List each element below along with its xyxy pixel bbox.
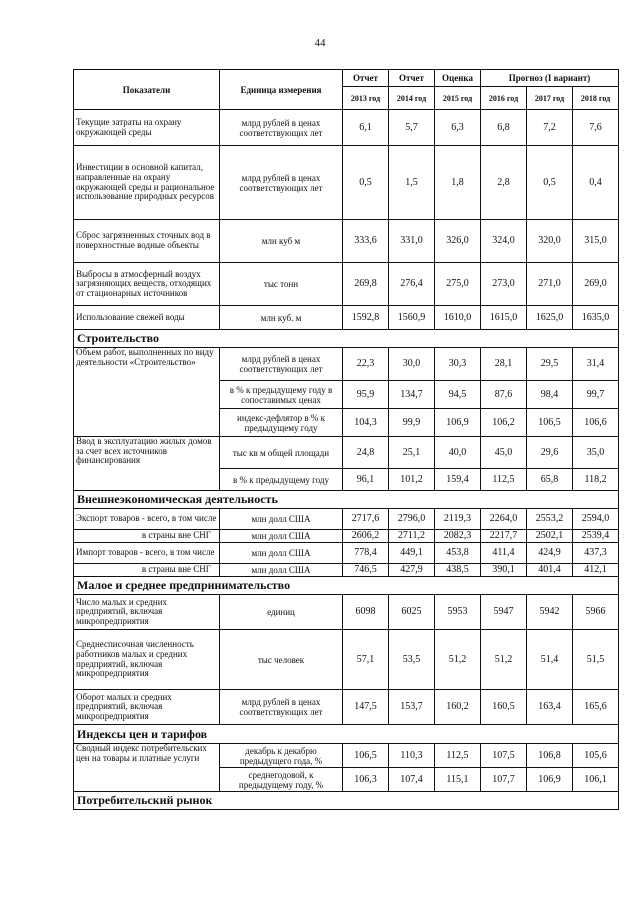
value-cell: 106,5 bbox=[343, 744, 389, 768]
value-cell: 5947 bbox=[481, 595, 527, 630]
forecast-table bbox=[73, 69, 619, 810]
value-cell: 28,1 bbox=[481, 348, 527, 381]
value-cell: 98,4 bbox=[527, 381, 573, 409]
value-cell: 2539,4 bbox=[573, 530, 619, 543]
indicator-cell: Выбросы в атмосферный воздух загрязняющих веществ, отходящих от стационарных источников bbox=[74, 263, 220, 306]
value-cell: 1610,0 bbox=[435, 306, 481, 330]
value-cell: 106,9 bbox=[435, 409, 481, 437]
value-cell: 7,2 bbox=[527, 110, 573, 146]
header-indicators: Показатели bbox=[74, 70, 220, 110]
unit-cell: тыс человек bbox=[220, 630, 343, 690]
value-cell: 424,9 bbox=[527, 543, 573, 564]
table-row bbox=[74, 509, 619, 530]
table-row bbox=[74, 220, 619, 263]
value-cell: 437,3 bbox=[573, 543, 619, 564]
value-cell: 412,1 bbox=[573, 564, 619, 577]
indicator-cell: Сброс загрязненных сточных вод в поверхностные водные объекты bbox=[74, 220, 220, 263]
value-cell: 160,5 bbox=[481, 690, 527, 725]
value-cell: 106,9 bbox=[527, 768, 573, 792]
table-row bbox=[74, 530, 619, 543]
value-cell: 746,5 bbox=[343, 564, 389, 577]
value-cell: 30,3 bbox=[435, 348, 481, 381]
table-row bbox=[74, 690, 619, 725]
value-cell: 30,0 bbox=[389, 348, 435, 381]
value-cell: 6098 bbox=[343, 595, 389, 630]
value-cell: 1615,0 bbox=[481, 306, 527, 330]
value-cell: 107,5 bbox=[481, 744, 527, 768]
value-cell: 29,5 bbox=[527, 348, 573, 381]
value-cell: 45,0 bbox=[481, 437, 527, 469]
value-cell: 51,4 bbox=[527, 630, 573, 690]
value-cell: 40,0 bbox=[435, 437, 481, 469]
value-cell: 2217,7 bbox=[481, 530, 527, 543]
value-cell: 6025 bbox=[389, 595, 435, 630]
unit-cell: в % к предыдущему году в сопоставимых ценах bbox=[220, 381, 343, 409]
value-cell: 1,8 bbox=[435, 146, 481, 220]
unit-cell: в % к предыдущему году bbox=[220, 469, 343, 491]
value-cell: 147,5 bbox=[343, 690, 389, 725]
value-cell: 449,1 bbox=[389, 543, 435, 564]
value-cell: 112,5 bbox=[435, 744, 481, 768]
value-cell: 324,0 bbox=[481, 220, 527, 263]
value-cell: 1635,0 bbox=[573, 306, 619, 330]
value-cell: 5942 bbox=[527, 595, 573, 630]
value-cell: 2502,1 bbox=[527, 530, 573, 543]
indicator-cell: Ввод в эксплуатацию жилых домов за счет всех источников финансирования bbox=[74, 437, 220, 491]
value-cell: 1,5 bbox=[389, 146, 435, 220]
indicator-cell: Среднесписочная численность работников малых и средних предприятий, включая микропредприятия bbox=[74, 630, 220, 690]
unit-cell: декабрь к декабрю предыдущего года, % bbox=[220, 744, 343, 768]
value-cell: 6,1 bbox=[343, 110, 389, 146]
value-cell: 95,9 bbox=[343, 381, 389, 409]
header-year: 2018 год bbox=[573, 87, 619, 110]
unit-cell: млн долл США bbox=[220, 543, 343, 564]
value-cell: 390,1 bbox=[481, 564, 527, 577]
indicator-cell: Объем работ, выполненных по виду деятельности «Строительство» bbox=[74, 348, 220, 437]
header-year: 2014 год bbox=[389, 87, 435, 110]
value-cell: 107,4 bbox=[389, 768, 435, 792]
table-row bbox=[74, 110, 619, 146]
value-cell: 106,3 bbox=[343, 768, 389, 792]
value-cell: 2082,3 bbox=[435, 530, 481, 543]
unit-cell: млрд рублей в ценах соответствующих лет bbox=[220, 690, 343, 725]
header-year: 2015 год bbox=[435, 87, 481, 110]
indicator-cell: Сводный индекс потребительских цен на товары и платные услуги bbox=[74, 744, 220, 792]
value-cell: 2594,0 bbox=[573, 509, 619, 530]
value-cell: 315,0 bbox=[573, 220, 619, 263]
value-cell: 320,0 bbox=[527, 220, 573, 263]
indicator-cell: Импорт товаров - всего, в том числе bbox=[74, 543, 220, 564]
value-cell: 134,7 bbox=[389, 381, 435, 409]
value-cell: 110,3 bbox=[389, 744, 435, 768]
table-row bbox=[74, 146, 619, 220]
unit-cell: млн долл США bbox=[220, 509, 343, 530]
indicator-cell: Текущие затраты на охрану окружающей среды bbox=[74, 110, 220, 146]
indicator-cell: Инвестиции в основной капитал, направленные на охрану окружающей среды и рациональное использование природных ресурсов bbox=[74, 146, 220, 220]
section-title: Индексы цен и тарифов bbox=[74, 725, 619, 744]
value-cell: 2119,3 bbox=[435, 509, 481, 530]
section-title: Внешнеэкономическая деятельность bbox=[74, 491, 619, 509]
value-cell: 106,6 bbox=[573, 409, 619, 437]
value-cell: 1592,8 bbox=[343, 306, 389, 330]
value-cell: 273,0 bbox=[481, 263, 527, 306]
value-cell: 438,5 bbox=[435, 564, 481, 577]
unit-cell: индекс-дефлятор в % к предыдущему году bbox=[220, 409, 343, 437]
unit-cell: млрд рублей в ценах соответствующих лет bbox=[220, 110, 343, 146]
value-cell: 401,4 bbox=[527, 564, 573, 577]
table-row bbox=[74, 263, 619, 306]
value-cell: 31,4 bbox=[573, 348, 619, 381]
value-cell: 29,6 bbox=[527, 437, 573, 469]
value-cell: 165,6 bbox=[573, 690, 619, 725]
value-cell: 106,8 bbox=[527, 744, 573, 768]
value-cell: 87,6 bbox=[481, 381, 527, 409]
value-cell: 6,3 bbox=[435, 110, 481, 146]
value-cell: 153,7 bbox=[389, 690, 435, 725]
unit-cell: единиц bbox=[220, 595, 343, 630]
value-cell: 99,9 bbox=[389, 409, 435, 437]
table-row bbox=[74, 348, 619, 381]
value-cell: 7,6 bbox=[573, 110, 619, 146]
value-cell: 163,4 bbox=[527, 690, 573, 725]
value-cell: 269,8 bbox=[343, 263, 389, 306]
value-cell: 1560,9 bbox=[389, 306, 435, 330]
value-cell: 5966 bbox=[573, 595, 619, 630]
value-cell: 453,8 bbox=[435, 543, 481, 564]
value-cell: 106,1 bbox=[573, 768, 619, 792]
value-cell: 101,2 bbox=[389, 469, 435, 491]
value-cell: 271,0 bbox=[527, 263, 573, 306]
value-cell: 106,2 bbox=[481, 409, 527, 437]
section-title: Строительство bbox=[74, 330, 619, 348]
value-cell: 24,8 bbox=[343, 437, 389, 469]
indicator-cell: Число малых и средних предприятий, включая микропредприятия bbox=[74, 595, 220, 630]
value-cell: 275,0 bbox=[435, 263, 481, 306]
section-header bbox=[74, 330, 619, 348]
value-cell: 5,7 bbox=[389, 110, 435, 146]
unit-cell: млн долл США bbox=[220, 564, 343, 577]
value-cell: 160,2 bbox=[435, 690, 481, 725]
value-cell: 51,5 bbox=[573, 630, 619, 690]
header-year: 2013 год bbox=[343, 87, 389, 110]
indicator-cell: Использование свежей воды bbox=[74, 306, 220, 330]
indicator-cell: Экспорт товаров - всего, в том числе bbox=[74, 509, 220, 530]
value-cell: 22,3 bbox=[343, 348, 389, 381]
indicator-cell: в страны вне СНГ bbox=[74, 564, 220, 577]
page-number: 44 bbox=[314, 37, 326, 49]
value-cell: 411,4 bbox=[481, 543, 527, 564]
value-cell: 331,0 bbox=[389, 220, 435, 263]
unit-cell: млрд рублей в ценах соответствующих лет bbox=[220, 348, 343, 381]
value-cell: 0,5 bbox=[527, 146, 573, 220]
value-cell: 1625,0 bbox=[527, 306, 573, 330]
unit-cell: тыс тонн bbox=[220, 263, 343, 306]
header-forecast: Прогноз (I вариант) bbox=[481, 70, 619, 87]
value-cell: 112,5 bbox=[481, 469, 527, 491]
value-cell: 333,6 bbox=[343, 220, 389, 263]
value-cell: 778,4 bbox=[343, 543, 389, 564]
section-title: Потребительский рынок bbox=[74, 792, 619, 810]
value-cell: 427,9 bbox=[389, 564, 435, 577]
value-cell: 2711,2 bbox=[389, 530, 435, 543]
value-cell: 107,7 bbox=[481, 768, 527, 792]
value-cell: 99,7 bbox=[573, 381, 619, 409]
value-cell: 94,5 bbox=[435, 381, 481, 409]
unit-cell: млн долл США bbox=[220, 530, 343, 543]
section-title: Малое и среднее предпринимательство bbox=[74, 577, 619, 595]
indicator-cell: Оборот малых и средних предприятий, включая микропредприятия bbox=[74, 690, 220, 725]
unit-cell: млн куб м bbox=[220, 220, 343, 263]
table-row bbox=[74, 564, 619, 577]
value-cell: 115,1 bbox=[435, 768, 481, 792]
section-header bbox=[74, 792, 619, 810]
unit-cell: млн куб. м bbox=[220, 306, 343, 330]
unit-cell: тыс кв м общей площади bbox=[220, 437, 343, 469]
value-cell: 2717,6 bbox=[343, 509, 389, 530]
header-report-2014: Отчет bbox=[389, 70, 435, 87]
table-row bbox=[74, 543, 619, 564]
table-row bbox=[74, 744, 619, 768]
header-year: 2017 год bbox=[527, 87, 573, 110]
section-header bbox=[74, 577, 619, 595]
value-cell: 106,5 bbox=[527, 409, 573, 437]
value-cell: 0,4 bbox=[573, 146, 619, 220]
value-cell: 118,2 bbox=[573, 469, 619, 491]
table-row bbox=[74, 437, 619, 469]
header-report-2013: Отчет bbox=[343, 70, 389, 87]
indicator-cell: в страны вне СНГ bbox=[74, 530, 220, 543]
value-cell: 2606,2 bbox=[343, 530, 389, 543]
section-header bbox=[74, 491, 619, 509]
value-cell: 65,8 bbox=[527, 469, 573, 491]
value-cell: 53,5 bbox=[389, 630, 435, 690]
unit-cell: млрд рублей в ценах соответствующих лет bbox=[220, 146, 343, 220]
value-cell: 2796,0 bbox=[389, 509, 435, 530]
header-unit: Единица измерения bbox=[220, 70, 343, 110]
value-cell: 276,4 bbox=[389, 263, 435, 306]
header-estimate: Оценка bbox=[435, 70, 481, 87]
value-cell: 2553,2 bbox=[527, 509, 573, 530]
value-cell: 105,6 bbox=[573, 744, 619, 768]
unit-cell: среднегодовой, к предыдущему году, % bbox=[220, 768, 343, 792]
value-cell: 25,1 bbox=[389, 437, 435, 469]
value-cell: 35,0 bbox=[573, 437, 619, 469]
value-cell: 159,4 bbox=[435, 469, 481, 491]
table-row bbox=[74, 306, 619, 330]
section-header bbox=[74, 725, 619, 744]
value-cell: 51,2 bbox=[435, 630, 481, 690]
value-cell: 326,0 bbox=[435, 220, 481, 263]
value-cell: 0,5 bbox=[343, 146, 389, 220]
value-cell: 5953 bbox=[435, 595, 481, 630]
value-cell: 269,0 bbox=[573, 263, 619, 306]
value-cell: 6,8 bbox=[481, 110, 527, 146]
value-cell: 57,1 bbox=[343, 630, 389, 690]
table-row bbox=[74, 595, 619, 630]
value-cell: 104,3 bbox=[343, 409, 389, 437]
value-cell: 51,2 bbox=[481, 630, 527, 690]
value-cell: 2264,0 bbox=[481, 509, 527, 530]
value-cell: 96,1 bbox=[343, 469, 389, 491]
value-cell: 2,8 bbox=[481, 146, 527, 220]
header-year: 2016 год bbox=[481, 87, 527, 110]
table-row bbox=[74, 630, 619, 690]
